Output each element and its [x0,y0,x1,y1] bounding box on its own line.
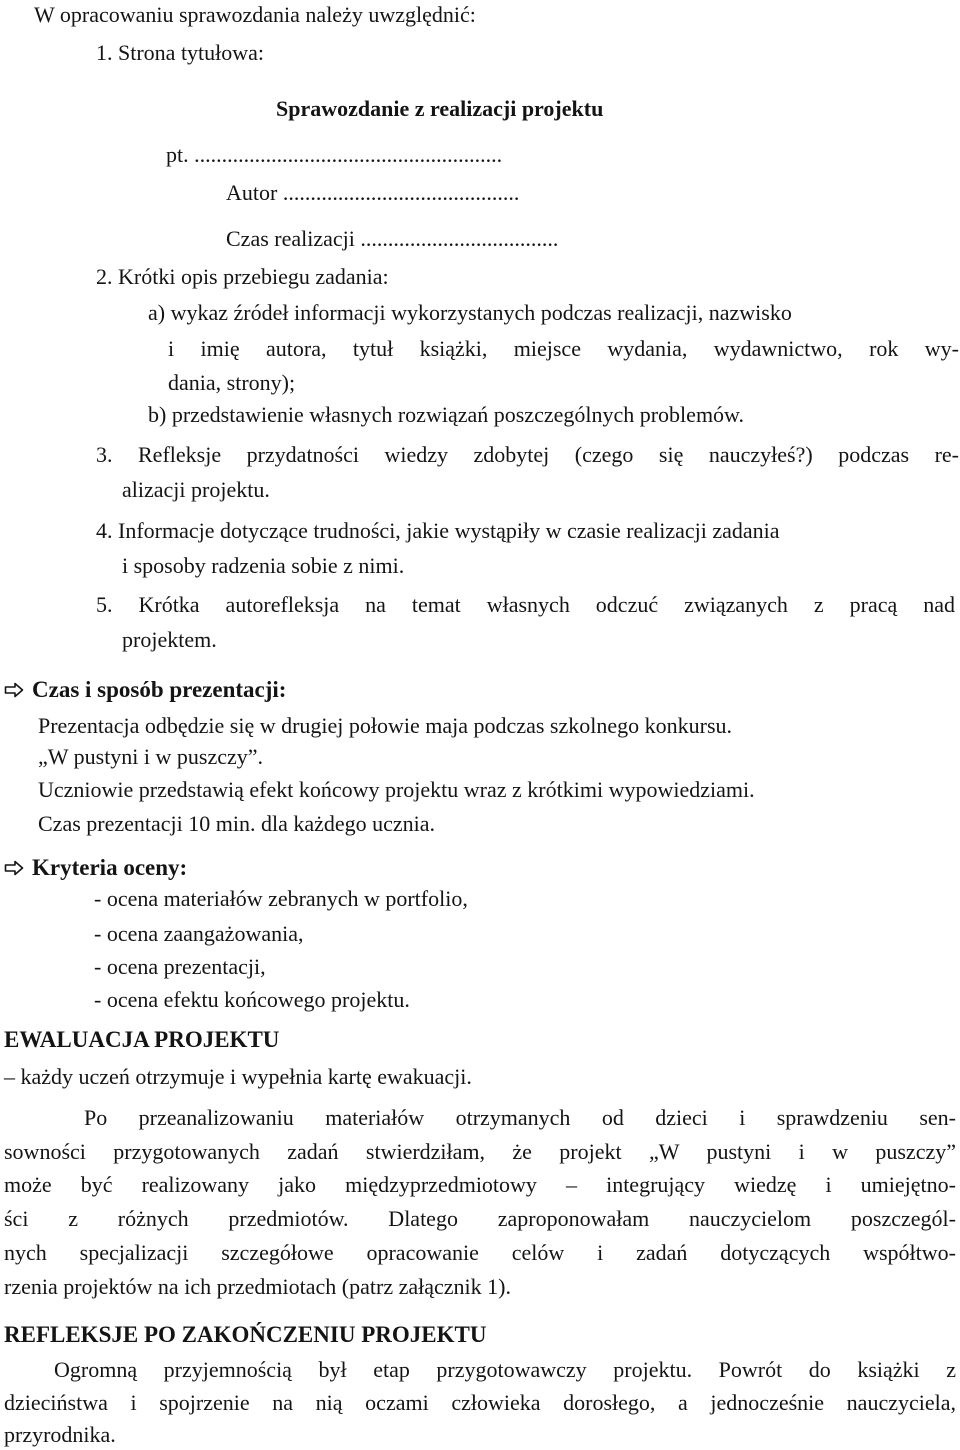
item-3-line-2: alizacji projektu. [122,477,270,502]
reflection-paragraph-line: dzieciństwa i spojrzenie na nią oczami człowieka dorosłego, a jednocześnie nauczyciela, [4,1390,956,1415]
item-2a-line-2: i imię autora, tytuł książki, miejsce wydania, wydawnictwo, rok wy- [168,336,959,361]
criteria-item: - ocena zaangażowania, [94,921,304,946]
item-5-line-2: projektem. [122,627,217,652]
evaluation-paragraph-line: ści z różnych przedmiotów. Dlatego zaproponowałam nauczycielom poszczegól- [4,1206,956,1231]
criteria-item: - ocena materiałów zebranych w portfolio, [94,886,468,911]
presentation-line-1: Prezentacja odbędzie się w drugiej połowie maja podczas szkolnego konkursu. [38,713,732,738]
reflection-heading: REFLEKSJE PO ZAKOŃCZENIU PROJEKTU [4,1322,487,1347]
item-2-label: 2. Krótki opis przebiegu zadania: [96,264,389,289]
evaluation-paragraph-line: Po przeanalizowaniu materiałów otrzymanych od dzieci i sprawdzeniu sen- [84,1105,956,1130]
intro-text: W opracowaniu sprawozdania należy uwzględnić: [34,2,476,27]
presentation-line-2: „W pustyni i w puszczy”. [38,744,264,769]
criteria-item: - ocena efektu końcowego projektu. [94,987,410,1012]
item-4-line-1: 4. Informacje dotyczące trudności, jakie wystąpiły w czasie realizacji zadania [96,518,780,543]
evaluation-paragraph-line: może być realizowany jako międzyprzedmiotowy – integrujący wiedzę i umiejętno- [4,1172,956,1197]
item-4-line-2: i sposoby radzenia sobie z nimi. [122,553,405,578]
evaluation-subline: – każdy uczeń otrzymuje i wypełnia kartę ewakuacji. [4,1064,472,1089]
report-title: Sprawozdanie z realizacji projektu [276,96,604,121]
presentation-line-3: Uczniowie przedstawią efekt końcowy projektu wraz z krótkimi wypowiedziami. [38,777,755,802]
reflection-paragraph-line: przyrodnika. [4,1422,116,1447]
evaluation-heading: EWALUACJA PROJEKTU [4,1027,280,1052]
evaluation-paragraph-line: sowności przygotowanych zadań stwierdziłam, że projekt „W pustyni i w puszczy” [4,1139,956,1164]
czas-realizacji-line: Czas realizacji .................................... [226,226,559,251]
criteria-item: - ocena prezentacji, [94,954,266,979]
outline-right-arrow-icon [4,860,24,876]
evaluation-paragraph-line: rzenia projektów na ich przedmiotach (patrz załącznik 1). [4,1274,511,1299]
presentation-heading: Czas i sposób prezentacji: [32,677,287,702]
item-3-line-1: 3. Refleksje przydatności wiedzy zdobytej (czego się nauczyłeś?) podczas re- [96,442,959,467]
autor-line: Autor ........................................... [226,180,520,205]
outline-right-arrow-icon [4,682,24,698]
item-1-label: 1. Strona tytułowa: [96,40,265,65]
item-2b-line: b) przedstawienie własnych rozwiązań poszczególnych problemów. [148,402,745,427]
pt-line: pt. ........................................................ [166,142,503,167]
criteria-heading: Kryteria oceny: [32,855,188,880]
reflection-paragraph-line: Ogromną przyjemnością był etap przygotowawczy projektu. Powrót do książki z [54,1357,956,1382]
evaluation-paragraph-line: nych specjalizacji szczegółowe opracowanie celów i zadań dotyczących współtwo- [4,1240,956,1265]
presentation-line-4: Czas prezentacji 10 min. dla każdego ucznia. [38,811,436,836]
item-2a-line-1: a) wykaz źródeł informacji wykorzystanych podczas realizacji, nazwisko [148,300,792,325]
item-2a-line-3: dania, strony); [168,370,296,395]
item-5-line-1: 5. Krótka autorefleksja na temat własnych odczuć związanych z pracą nad [96,592,955,617]
